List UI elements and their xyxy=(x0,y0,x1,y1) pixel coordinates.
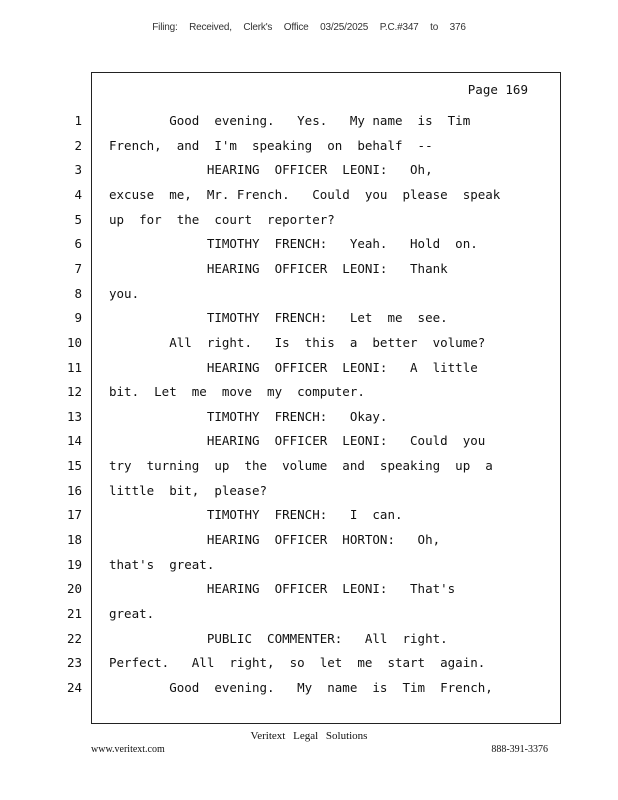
transcript-line xyxy=(0,158,618,182)
line-number: 6 xyxy=(74,236,82,252)
line-text: HEARING OFFICER HORTON: Oh, xyxy=(109,532,441,548)
transcript-line xyxy=(0,528,618,552)
line-number: 10 xyxy=(66,334,82,350)
line-text: Good evening. My name is Tim French, xyxy=(109,679,493,695)
line-text: French, and I'm speaking on behalf -- xyxy=(109,137,433,153)
transcript-line xyxy=(0,429,618,453)
line-number: 2 xyxy=(74,137,82,153)
line-text: TIMOTHY FRENCH: Yeah. Hold on. xyxy=(109,236,478,252)
line-number: 23 xyxy=(66,655,82,671)
footer-phone: 888-391-3376 xyxy=(491,744,548,755)
line-text: Good evening. Yes. My name is Tim xyxy=(109,113,471,128)
line-number: 14 xyxy=(66,433,82,449)
line-text: TIMOTHY FRENCH: I can. xyxy=(109,507,403,523)
line-number: 4 xyxy=(74,186,82,202)
line-text: HEARING OFFICER LEONI: A little xyxy=(109,359,478,375)
line-number: 20 xyxy=(66,581,82,597)
line-number: 19 xyxy=(66,556,82,572)
transcript-line xyxy=(0,627,618,651)
transcript-line xyxy=(0,109,618,133)
line-number: 16 xyxy=(66,482,82,498)
line-text: up for the court reporter? xyxy=(109,211,335,227)
filing-stamp: Filing: Received, Clerk's Office 03/25/2025 P.C.#347 to 376 xyxy=(152,22,466,33)
line-text: TIMOTHY FRENCH: Okay. xyxy=(109,408,388,424)
line-number: 21 xyxy=(66,606,82,621)
transcript-line xyxy=(0,602,618,626)
line-text: TIMOTHY FRENCH: Let me see. xyxy=(109,310,448,326)
line-text: bit. Let me move my computer. xyxy=(109,384,365,400)
transcript-line xyxy=(0,208,618,232)
transcript-line xyxy=(0,282,618,306)
page-number: Page 169 xyxy=(467,82,528,97)
transcript-line xyxy=(0,232,618,256)
transcript-line xyxy=(0,134,618,158)
transcript-line xyxy=(0,676,618,700)
line-text: little bit, please? xyxy=(109,482,268,498)
line-text: HEARING OFFICER LEONI: That's xyxy=(109,581,456,597)
footer-company: Veritext Legal Solutions xyxy=(250,730,368,742)
line-text: HEARING OFFICER LEONI: Oh, xyxy=(109,162,433,178)
line-number: 8 xyxy=(74,285,82,301)
line-text: try turning up the volume and speaking up a xyxy=(109,458,493,474)
line-number: 17 xyxy=(66,507,82,523)
transcript-line xyxy=(0,380,618,404)
line-text: HEARING OFFICER LEONI: Thank xyxy=(109,260,448,276)
transcript-line xyxy=(0,479,618,503)
transcript-line xyxy=(0,503,618,527)
line-number: 1 xyxy=(74,113,82,128)
line-number: 5 xyxy=(74,211,82,227)
line-number: 24 xyxy=(66,679,82,695)
transcript-line xyxy=(0,306,618,330)
footer-website: www.veritext.com xyxy=(91,744,165,755)
line-text: All right. Is this a better volume? xyxy=(109,334,486,350)
transcript-line xyxy=(0,553,618,577)
transcript-line xyxy=(0,651,618,675)
line-number: 7 xyxy=(74,260,82,276)
line-number: 13 xyxy=(66,408,82,424)
line-number: 18 xyxy=(66,532,82,548)
transcript-line xyxy=(0,257,618,281)
transcript-line xyxy=(0,405,618,429)
line-number: 12 xyxy=(66,384,82,400)
line-text: excuse me, Mr. French. Could you please speak xyxy=(109,186,501,202)
transcript-line xyxy=(0,183,618,207)
transcript-line xyxy=(0,356,618,380)
line-number: 22 xyxy=(66,630,82,646)
line-number: 9 xyxy=(74,310,82,326)
transcript-line xyxy=(0,331,618,355)
line-number: 15 xyxy=(66,458,82,474)
line-text: HEARING OFFICER LEONI: Could you xyxy=(109,433,486,449)
transcript-line xyxy=(0,577,618,601)
transcript-line xyxy=(0,454,618,478)
line-number: 3 xyxy=(74,162,82,178)
line-text: great. xyxy=(109,606,155,621)
line-text: PUBLIC COMMENTER: All right. xyxy=(109,630,448,646)
line-text: that's great. xyxy=(109,556,215,572)
line-text: you. xyxy=(109,285,140,301)
line-text: Perfect. All right, so let me start again. xyxy=(109,655,486,671)
line-number: 11 xyxy=(66,359,82,375)
